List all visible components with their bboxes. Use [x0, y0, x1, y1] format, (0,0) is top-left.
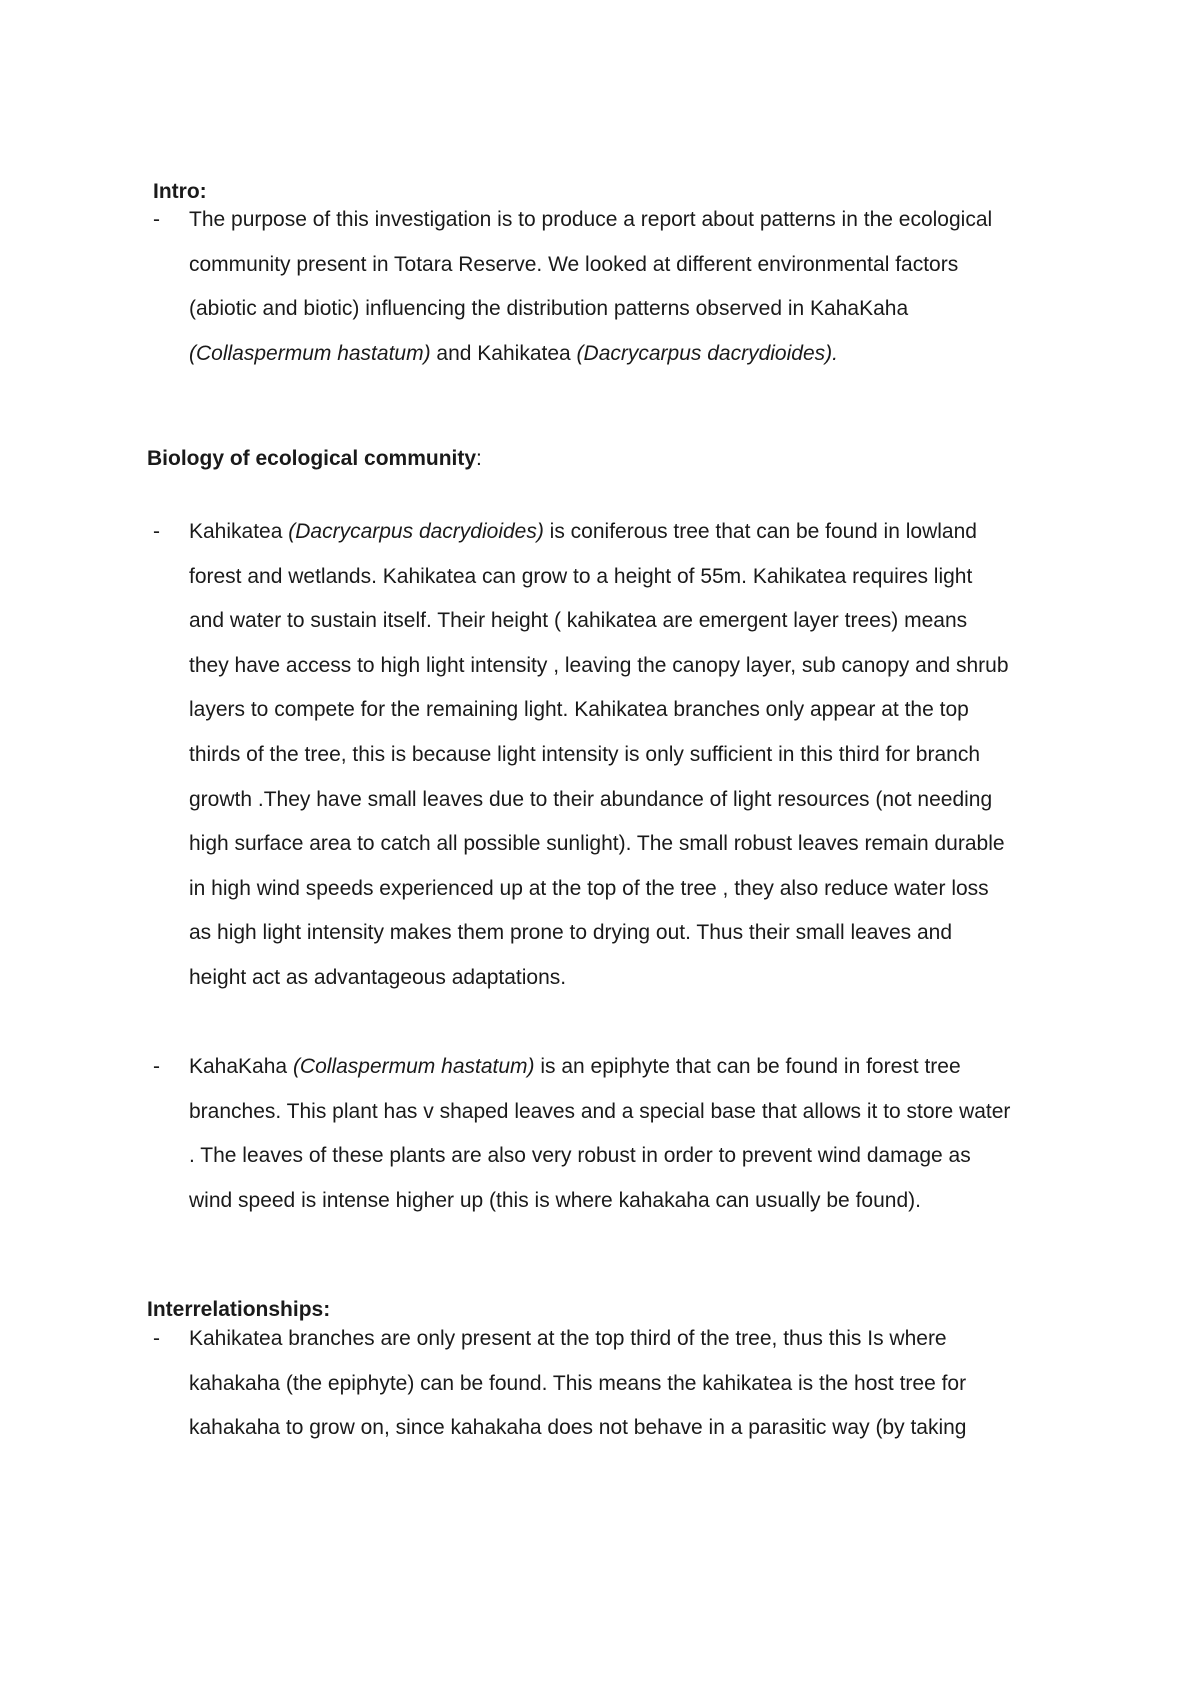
text-run: in high wind speeds experienced up at the top of the tree , they also reduce water loss [189, 876, 989, 900]
paragraph-line [189, 919, 952, 947]
bullet-dash: - [153, 1327, 160, 1350]
text-run: The purpose of this investigation is to produce a report about patterns in the ecological [189, 208, 993, 231]
text-run: Kahikatea [189, 520, 289, 543]
paragraph-line [189, 607, 967, 635]
bullet-dash: - [153, 520, 160, 543]
paragraph-line [189, 964, 566, 992]
section-heading-biology-colon: : [476, 447, 482, 470]
text-run: is an epiphyte that can be found in forest tree [534, 1055, 961, 1078]
text-run: kahakaha to grow on, since kahakaha does not behave in a parasitic way (by taking [189, 1416, 967, 1440]
text-run: Kahikatea branches are only present at the top third of the tree, thus this Is where [189, 1327, 947, 1350]
italic-species-name: (Collaspermum hastatum) [189, 341, 431, 365]
text-run: branches. This plant has v shaped leaves and a special base that allows it to store water [189, 1099, 1011, 1123]
text-run: they have access to high light intensity , leaving the canopy layer, sub canopy and shrub [189, 653, 1009, 677]
paragraph-line [189, 1187, 921, 1215]
paragraph-line [189, 830, 1005, 858]
paragraph-line [189, 1414, 966, 1442]
paragraph-line [189, 786, 992, 814]
paragraph-line [189, 1142, 971, 1170]
paragraph-line [189, 741, 980, 769]
paragraph-line [189, 1053, 961, 1081]
section-heading-intro: Intro: [153, 180, 207, 203]
paragraph-line [189, 1370, 966, 1398]
text-run: is coniferous tree that can be found in lowland [543, 520, 977, 543]
paragraph-line [189, 1325, 947, 1353]
text-run: KahaKaha [189, 1055, 293, 1078]
text-run: and Kahikatea [430, 341, 577, 365]
text-run: high surface area to catch all possible sunlight). The small robust leaves remain durable [189, 832, 1005, 856]
paragraph-line [189, 206, 992, 234]
section-heading-biology [147, 445, 482, 473]
text-run: kahakaha (the epiphyte) can be found. This means the kahikatea is the host tree for [189, 1371, 967, 1395]
text-run: wind speed is intense higher up (this is where kahakaha can usually be found). [189, 1188, 921, 1212]
text-run: thirds of the tree, this is because light intensity is only sufficient in this third for branch [189, 743, 981, 766]
paragraph-line [189, 518, 977, 546]
bullet-dash: - [153, 208, 160, 231]
paragraph-line [189, 652, 1009, 680]
text-run: layers to compete for the remaining light. Kahikatea branches only appear at the top [189, 698, 969, 722]
paragraph-line [189, 295, 908, 323]
text-run: height act as advantageous adaptations. [189, 966, 567, 989]
text-run: (abiotic and biotic) influencing the distribution patterns observed in KahaKaha [189, 297, 909, 321]
section-heading-interrelationships: Interrelationships: [147, 1298, 331, 1321]
italic-species-name: (Dacrycarpus dacrydioides) [288, 520, 544, 543]
paragraph-line [189, 251, 958, 279]
bullet-dash: - [153, 1055, 160, 1078]
section-heading-biology-text: Biology of ecological community [147, 447, 477, 470]
text-run: and water to sustain itself. Their height ( kahikatea are emergent layer trees) means [189, 609, 968, 633]
paragraph-line [189, 696, 969, 724]
text-run: . The leaves of these plants are also very robust in order to prevent wind damage as [189, 1144, 971, 1168]
paragraph-line [189, 340, 838, 368]
text-run: community present in Totara Reserve. We looked at different environmental factors [189, 252, 959, 276]
text-run: forest and wetlands. Kahikatea can grow to a height of 55m. Kahikatea requires light [189, 564, 973, 588]
italic-species-name: (Collaspermum hastatum) [292, 1055, 535, 1078]
paragraph-line [189, 875, 989, 903]
italic-species-name: (Dacrycarpus dacrydioides). [576, 341, 838, 365]
paragraph-line [189, 1098, 1010, 1126]
paragraph-line [189, 563, 972, 591]
text-run: as high light intensity makes them prone to drying out. Thus their small leaves and [189, 921, 953, 945]
text-run: growth .They have small leaves due to their abundance of light resources (not needing [189, 787, 993, 811]
